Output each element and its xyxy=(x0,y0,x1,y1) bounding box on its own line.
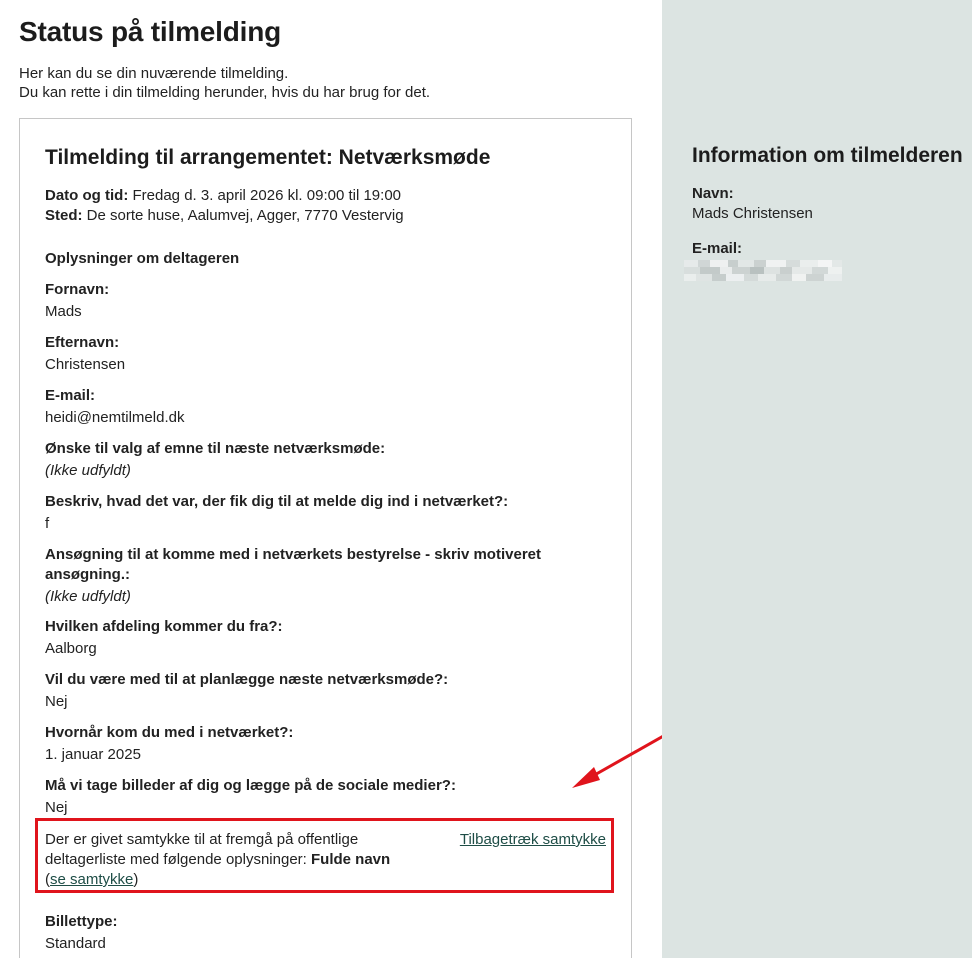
field-value: Mads xyxy=(45,303,82,320)
see-consent-link[interactable]: se samtykke xyxy=(50,871,134,888)
field-value: Aalborg xyxy=(45,640,97,657)
field-label: Billettype: xyxy=(45,913,118,930)
field-ticket-type xyxy=(45,912,565,954)
field-value: Nej xyxy=(45,799,68,816)
page-title: Status på tilmelding xyxy=(19,16,282,47)
intro-line-1: Her kan du se din nuværende tilmelding. xyxy=(19,65,289,82)
field-value: Nej xyxy=(45,693,68,710)
registrant-email-label: E-mail: xyxy=(692,240,743,257)
consent-highlight-box xyxy=(35,818,614,893)
field-value: heidi@nemtilmeld.dk xyxy=(45,409,185,426)
field-label: Ønske til valg af emne til næste netværksmøde: xyxy=(45,440,386,457)
field-value: Standard xyxy=(45,935,106,952)
field-value: 1. januar 2025 xyxy=(45,746,141,763)
event-date-label: Dato og tid: xyxy=(45,187,129,204)
intro-line-2: Du kan rette i din tilmelding herunder, hvis du har brug for det. xyxy=(19,84,431,101)
event-date-value: Fredag d. 3. april 2026 kl. 09:00 til 19:00 xyxy=(132,187,402,204)
field-email xyxy=(45,386,565,428)
field-last-name xyxy=(45,333,565,375)
field-value: (Ikke udfyldt) xyxy=(45,462,131,479)
field-department xyxy=(45,617,565,659)
event-meta xyxy=(45,186,404,226)
field-label: Beskriv, hvad det var, der fik dig til at melde dig ind i netværket?: xyxy=(45,493,509,510)
registrant-name xyxy=(692,184,813,224)
event-place-label: Sted: xyxy=(45,207,83,224)
field-topic-wish xyxy=(45,439,565,481)
blurred-email-value xyxy=(684,258,844,280)
field-joined-date xyxy=(45,723,565,765)
registrant-info-sidebar xyxy=(662,0,972,958)
consent-close-paren: ) xyxy=(133,871,139,888)
field-label: Hvornår kom du med i netværket?: xyxy=(45,724,294,741)
intro-text xyxy=(19,64,430,102)
participant-section-title: Oplysninger om deltageren xyxy=(45,250,240,267)
field-photo-consent xyxy=(45,776,565,818)
field-value: f xyxy=(45,515,50,532)
registrant-name-value: Mads Christensen xyxy=(692,205,813,222)
field-first-name xyxy=(45,280,565,322)
event-place-value: De sorte huse, Aalumvej, Agger, 7770 Vestervig xyxy=(86,207,404,224)
withdraw-consent-link[interactable]: Tilbagetræk samtykke xyxy=(459,831,606,848)
field-label: Vil du være med til at planlægge næste netværksmøde?: xyxy=(45,671,449,688)
field-value: Christensen xyxy=(45,356,126,373)
field-board-application xyxy=(45,545,565,607)
field-join-reason xyxy=(45,492,565,534)
consent-text xyxy=(45,830,425,890)
field-planning xyxy=(45,670,565,712)
event-date xyxy=(45,186,404,206)
registration-title: Tilmelding til arrangementet: Netværksmøde xyxy=(45,146,491,169)
consent-description: Der er givet samtykke til at fremgå på offentlige deltagerliste med følgende oplysninger: xyxy=(45,831,359,868)
field-label: Må vi tage billeder af dig og lægge på de sociale medier?: xyxy=(45,777,456,794)
field-label: E-mail: xyxy=(45,387,96,404)
consent-open-paren: ( xyxy=(45,871,50,888)
registrant-email xyxy=(692,239,742,259)
field-label: Fornavn: xyxy=(45,281,110,298)
field-label: Ansøgning til at komme med i netværkets bestyrelse - skriv motiveret ansøgning.: xyxy=(45,546,541,583)
event-place xyxy=(45,206,404,226)
sidebar-title: Information om tilmelderen xyxy=(692,144,963,167)
field-value: (Ikke udfyldt) xyxy=(45,588,131,605)
field-label: Hvilken afdeling kommer du fra?: xyxy=(45,618,283,635)
field-label: Efternavn: xyxy=(45,334,120,351)
registrant-name-label: Navn: xyxy=(692,185,734,202)
consent-fields: Fulde navn xyxy=(311,851,391,868)
